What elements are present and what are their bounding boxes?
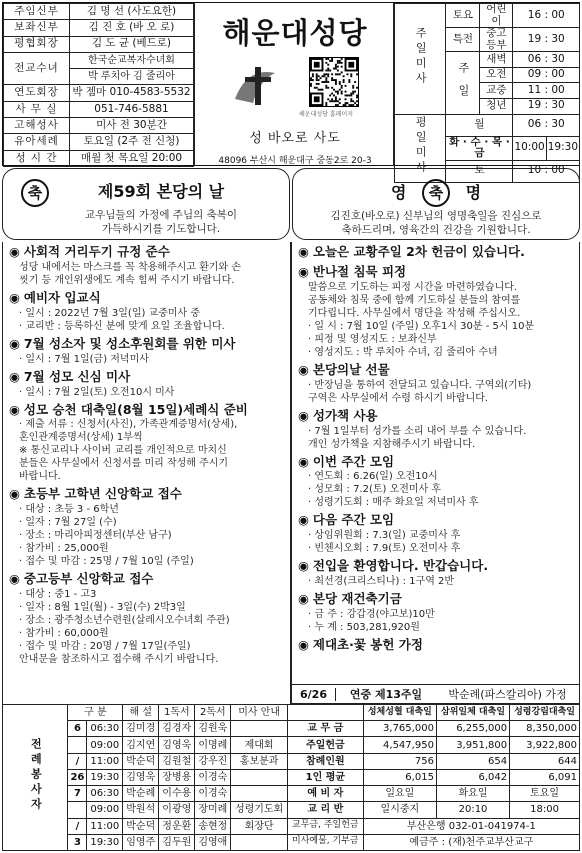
banner-text: 교우님들의 가정에 주님의 축복이	[84, 209, 237, 221]
staff-role: 성 시 간	[4, 150, 70, 166]
notice-line: · 반장님을 통하여 전달되고 있습니다. 구역외(기타)	[308, 379, 532, 391]
church-info	[194, 3, 394, 166]
mass-row-time: 09 : 00	[513, 67, 580, 83]
stats-header: 성체성혈 대축일	[363, 705, 436, 721]
notice-line: 기다립니다. 사무실에서 명단을 작성해 주십시오.	[308, 307, 521, 319]
stats-value: 6,091	[510, 769, 580, 785]
sched-cell	[231, 786, 288, 802]
sched-cell: 19:30	[87, 834, 123, 850]
notice-line: · 연도회 : 6.26(일) 오전10시	[308, 471, 438, 483]
banner-title-b: 명	[465, 183, 482, 202]
church-address: 48096 부산시 해운대구 중동2로 20-3	[218, 156, 372, 166]
notice-line: ※ 통신교리나 사이버 교리를 개인적으로 마치신	[19, 445, 227, 457]
notice-line: · 일자 : 7월 27일 (수)	[19, 517, 117, 529]
mass-times-table	[394, 3, 580, 183]
sched-cell: 성령기도회	[231, 802, 288, 818]
notice-section	[298, 558, 573, 588]
mass-row-time: 11 : 00	[513, 83, 580, 99]
notice-line: · 참가비 : 25,000원	[19, 543, 109, 555]
sched-cell: 06:30	[87, 786, 123, 802]
bank-holder: 예금주 : (재)천주교부산교구	[363, 834, 579, 850]
sched-cell: 09:00	[87, 737, 123, 753]
sunday-mass-label: 주일미사	[395, 4, 446, 115]
notice-line: · 일시 : 2022년 7월 3일(일) 교중미사 중	[19, 307, 201, 319]
mass-row-label: 토요	[446, 4, 480, 28]
sched-date: 3	[68, 834, 87, 850]
notice-heading: ◉ 다음 주간 모임	[298, 512, 573, 529]
parish-day-banner	[2, 168, 290, 240]
sched-cell: 김원욱	[195, 721, 231, 737]
staff-value: 한국순교복자수녀회	[70, 52, 194, 68]
notice-line: · 대상 : 중1 - 고3	[19, 589, 97, 601]
mass-row-type: 오전	[480, 67, 513, 83]
mass-row-type: 교중	[480, 83, 513, 99]
notice-heading: ◉ 초등부 고학년 신앙학교 접수	[9, 486, 284, 503]
sched-date: /	[68, 753, 87, 769]
weekday-time: 06 : 30	[513, 114, 580, 136]
sched-cell: 이경숙	[195, 769, 231, 785]
sched-cell: 김두원	[159, 834, 195, 850]
sched-header: 해 설	[123, 705, 159, 721]
schedule-side-label: 전례봉사자	[3, 705, 68, 851]
staff-role: 보좌신부	[4, 20, 70, 36]
church-name: 해운대성당	[222, 16, 368, 50]
notice-line: · 일 시 : 7월 10일 (주일) 오후1시 30분 - 5시 10분	[308, 320, 535, 332]
sched-cell: 김영욱	[123, 769, 159, 785]
weekday-day: 월	[446, 114, 513, 136]
notice-line: 개인 성가책을 지참해주시기 바랍니다.	[308, 438, 476, 450]
catechumen-time: 20:10	[436, 802, 509, 818]
notice-section	[9, 244, 284, 287]
stats-header	[287, 705, 363, 721]
staff-role: 연도회장	[4, 85, 70, 101]
stats-label: 교 무 금	[287, 721, 363, 737]
sched-date	[68, 802, 87, 818]
weekday-day: 화 · 수 · 목 · 금	[446, 136, 513, 160]
banner-title: 제59회 본당의 날	[97, 182, 225, 201]
notice-line: · 7월 1일부터 성가를 소리 내어 부를 수 있습니다.	[308, 425, 527, 437]
header	[2, 2, 580, 177]
notice-line: 공동체와 침묵 중에 함께 기도하실 분들의 참여를	[308, 294, 521, 306]
sched-cell: 박순례	[123, 786, 159, 802]
altar-flower-row	[291, 684, 580, 704]
catechumen-label: 교 리 반	[287, 802, 363, 818]
staff-role: 전교수녀	[4, 52, 70, 85]
notice-line: 바랍니다.	[19, 471, 61, 483]
stats-value: 654	[436, 753, 509, 769]
sched-cell: 박순덕	[123, 818, 159, 834]
notice-line: · 일시 : 7월 1일(금) 저녁미사	[19, 353, 149, 365]
stats-header: 성령강림대축일	[510, 705, 580, 721]
sched-date: 6	[68, 721, 87, 737]
stats-label: 1인 평균	[287, 769, 363, 785]
notice-line: · 피정 및 영성지도 : 보좌신부	[308, 333, 437, 345]
staff-role: 고해성사	[4, 118, 70, 134]
notice-heading: ◉ 본당 재건축기금	[298, 591, 573, 608]
sched-cell: 이경숙	[195, 786, 231, 802]
bank-label: 교무금, 주일헌금	[287, 818, 363, 834]
sched-cell: 박순덕	[123, 753, 159, 769]
notice-heading: ◉ 오늘은 교황주일 2차 헌금이 있습니다.	[298, 244, 573, 261]
right-notices	[291, 242, 580, 704]
notice-section	[9, 336, 284, 366]
sched-cell: 회장단	[231, 818, 288, 834]
mass-row-type: 새벽	[480, 52, 513, 68]
notice-line: · 성령기도회 : 매주 화요일 저녁미사 후	[308, 497, 479, 509]
notice-line: · 접수 및 마감 : 25명 / 7월 10일 (주일)	[19, 556, 194, 568]
altar-family: 박순례(파스칼리아) 가정	[448, 688, 567, 701]
sched-cell: 이명례	[195, 737, 231, 753]
notice-heading: ◉ 사회적 거리두기 규정 준수	[9, 244, 284, 261]
staff-value: 매월 첫 목요일 20:00	[70, 150, 194, 166]
banner-text: 가득하시기를 기도합니다.	[101, 223, 221, 236]
sched-cell: 06:30	[87, 721, 123, 737]
notice-section	[298, 454, 573, 510]
sched-header: 미사 안내	[231, 705, 288, 721]
staff-value: 미사 전 30분간	[70, 118, 194, 134]
mass-row-time: 19 : 30	[513, 98, 580, 114]
sched-date: 26	[68, 769, 87, 785]
mass-row-type: 청년	[480, 98, 513, 114]
notice-section	[9, 402, 284, 484]
notice-line: · 성모회 : 7.2(토) 오전미사 후	[308, 484, 442, 496]
notice-line: · 일시 : 7월 2일(토) 오전10시 미사	[19, 386, 175, 398]
stats-value: 6,255,000	[436, 721, 509, 737]
sched-cell: 김원철	[159, 753, 195, 769]
banner-title-a: 영	[390, 183, 407, 202]
notice-line: 분들은 사무실에서 신청서를 미리 작성해 주시기	[19, 458, 229, 470]
qr-caption: 해운대성당 홈페이지	[299, 111, 354, 118]
weekday-time: 10 : 00	[513, 160, 580, 182]
stats-value: 6,015	[363, 769, 436, 785]
notice-line: · 금 주 : 강갑경(야고보)10만	[308, 609, 435, 620]
sched-cell: 이광영	[159, 802, 195, 818]
banner-text: 축하드리며, 영육간의 건강을 기원합니다.	[341, 224, 531, 237]
sched-cell: 송현정	[195, 818, 231, 834]
sched-cell: 홍보분과	[231, 753, 288, 769]
sched-cell: 김경자	[159, 721, 195, 737]
patron-saint: 성 바오로 사도	[249, 131, 341, 146]
weekday-time: 19:30	[546, 136, 579, 160]
notice-heading: ◉ 성가책 사용	[298, 408, 573, 425]
mass-row-type: 중고등부	[480, 28, 513, 52]
notice-section	[298, 264, 573, 359]
notice-heading: ◉ 전입을 환영합니다. 반갑습니다.	[298, 558, 573, 575]
altar-date: 6/26	[292, 688, 336, 701]
stats-label: 참례인원	[287, 753, 363, 769]
notice-line: · 일자 : 8월 1일(월) - 3일(수) 2박3일	[19, 602, 186, 614]
notice-section	[298, 591, 573, 634]
notice-section	[298, 637, 573, 654]
catechumen-day: 일요일	[363, 786, 436, 802]
liturgy-schedule-table	[2, 704, 580, 851]
sched-cell: 정운환	[159, 818, 195, 834]
notice-heading: ◉ 7월 성소자 및 성소후원회를 위한 미사	[9, 336, 284, 353]
sched-cell: 김지연	[123, 737, 159, 753]
altar-sunday: 연중 제13주일	[349, 688, 423, 701]
sched-cell: 박원석	[123, 802, 159, 818]
stats-value: 3,951,800	[436, 737, 509, 753]
staff-value: 토요일 (2주 전 신청)	[70, 134, 194, 150]
celebration-badge-icon: 축	[21, 179, 49, 207]
notice-line: · 참가비 : 60,000원	[19, 628, 109, 640]
catechumen-time: 일시중지	[363, 802, 436, 818]
sched-header: 2독서	[195, 705, 231, 721]
sched-cell: 11:00	[87, 818, 123, 834]
sched-date: 7	[68, 786, 87, 802]
staff-value: 박 루치아 김 줄리아	[70, 69, 194, 85]
catechumen-label: 예 비 자	[287, 786, 363, 802]
sched-cell: 이수용	[159, 786, 195, 802]
sched-cell: 김영애	[195, 834, 231, 850]
stats-value: 3,922,800	[510, 737, 580, 753]
mass-row-time: 16 : 00	[513, 4, 580, 28]
sched-cell: 강우진	[195, 753, 231, 769]
notice-section	[298, 512, 573, 555]
stats-value: 644	[510, 753, 580, 769]
sched-cell: 11:00	[87, 753, 123, 769]
staff-value: 김 명 선 (사도요한)	[70, 4, 194, 20]
notice-line: 구역은 사무실에서 수령 하시기 바랍니다.	[308, 392, 489, 404]
sched-cell	[231, 769, 288, 785]
notice-line: · 누 계 : 503,281,920원	[308, 622, 420, 633]
sched-cell: 김미경	[123, 721, 159, 737]
staff-value: 김 도 균 (베드로)	[70, 36, 194, 52]
notice-heading: ◉ 제대초·꽃 봉헌 가정	[298, 637, 573, 654]
sunday-label: 주 일	[446, 52, 480, 114]
notice-line: 성당 내에서는 마스크를 꼭 착용해주시고 환기와 손	[19, 261, 241, 273]
sched-cell: 장미례	[195, 802, 231, 818]
notice-heading: ◉ 이번 주간 모임	[298, 454, 573, 471]
notice-line: · 제출 서류 : 신청서(사진), 가족관계증명서(상세),	[19, 419, 238, 431]
notice-section	[9, 571, 284, 666]
mass-row-type: 어린이	[480, 4, 513, 28]
staff-value: 051-746-5881	[70, 101, 194, 117]
sched-date: /	[68, 818, 87, 834]
stats-label: 주일헌금	[287, 737, 363, 753]
weekday-time: 10:00	[513, 136, 546, 160]
sched-header: 구 분	[68, 705, 123, 721]
notice-line: · 교리반 : 등록하신 분에 맞게 요일 조율합니다.	[19, 320, 225, 332]
sched-cell: 19:30	[87, 769, 123, 785]
catechumen-time: 18:00	[510, 802, 580, 818]
notice-section	[9, 369, 284, 399]
church-logo-icon	[229, 59, 281, 111]
left-notices	[2, 242, 291, 704]
weekday-mass-label: 평일미사	[395, 114, 446, 182]
notice-line: 혼인관계증명서(상세) 1부씩	[19, 432, 143, 444]
sched-date	[68, 737, 87, 753]
notice-heading: ◉ 성모 승천 대축일(8월 15일)세례식 준비	[9, 402, 284, 419]
staff-value: 박 젬마 010-4583-5532	[70, 85, 194, 101]
notice-heading: ◉ 7월 성모 신심 미사	[9, 369, 284, 386]
bank-label: 미사예물, 기부금	[287, 834, 363, 850]
sched-header: 1독서	[159, 705, 195, 721]
notice-line: · 접수 및 마감 : 20명 / 7월 17일(주일)	[19, 641, 191, 653]
notice-heading: ◉ 반나절 침묵 피정	[298, 264, 573, 281]
notice-line: · 대상 : 초등 3 - 6학년	[19, 504, 119, 516]
staff-role: 평협회장	[4, 36, 70, 52]
notice-section	[9, 290, 284, 333]
stats-value: 4,547,950	[363, 737, 436, 753]
notice-line: 안내문을 참조하시고 접수해 주시기 바랍니다.	[19, 654, 219, 666]
notice-line: · 상임위원회 : 7.3(일) 교중미사 후	[308, 530, 461, 542]
weekday-day: 토	[446, 160, 513, 182]
notice-heading: ◉ 예비자 입교식	[9, 290, 284, 307]
sched-cell: 임영주	[123, 834, 159, 850]
staff-role: 유아세례	[4, 134, 70, 150]
sched-cell: 장병용	[159, 769, 195, 785]
mass-row-label: 특전	[446, 28, 480, 52]
sched-cell	[231, 834, 288, 850]
stats-value: 756	[363, 753, 436, 769]
notice-heading: ◉ 본당의날 선물	[298, 362, 573, 379]
staff-table	[3, 3, 194, 167]
stats-value: 8,350,000	[510, 721, 580, 737]
notice-section	[298, 362, 573, 405]
stats-value: 6,042	[436, 769, 509, 785]
sched-cell	[231, 721, 288, 737]
notice-section	[298, 408, 573, 451]
staff-role: 주임신부	[4, 4, 70, 20]
sched-cell: 09:00	[87, 802, 123, 818]
notice-line: · 장소 : 마리아피정센터(부산 남구)	[19, 530, 172, 542]
banner-text: 김진호(바오로) 신부님의 영명축일을 진심으로	[330, 210, 542, 222]
notice-section	[9, 486, 284, 568]
mass-row-time: 06 : 30	[513, 52, 580, 68]
qr-code-icon[interactable]	[309, 57, 359, 107]
notice-line: · 영성지도 : 박 루치아 수녀, 김 줄리아 수녀	[308, 346, 498, 358]
notice-line: · 빈첸시오회 : 7.9(토) 오전미사 후	[308, 543, 461, 555]
sched-cell: 제대회	[231, 737, 288, 753]
notice-line: 씻기 등 개인위생에도 계속 힘써 주시기 바랍니다.	[19, 274, 235, 286]
staff-value: 김 진 호 (바 오 로)	[70, 20, 194, 36]
staff-role: 사 무 실	[4, 101, 70, 117]
notice-section	[298, 244, 573, 261]
sched-cell: 김영욱	[159, 737, 195, 753]
celebration-badge-icon: 축	[422, 179, 450, 207]
feast-day-banner	[292, 168, 580, 240]
catechumen-day: 토요일	[510, 786, 580, 802]
stats-value: 3,765,000	[363, 721, 436, 737]
notice-line: · 장소 : 광주청소년수련원(살레시오수녀회 주관)	[19, 615, 230, 627]
stats-header: 삼위일체 대축일	[436, 705, 509, 721]
bank-account: 부산은행 032-01-041974-1	[363, 818, 579, 834]
catechumen-day: 화요일	[436, 786, 509, 802]
mass-row-time: 19 : 30	[513, 28, 580, 52]
notice-line: 말씀으로 기도하는 피정 시간을 마련하였습니다.	[308, 281, 518, 293]
notice-heading: ◉ 중고등부 신앙학교 접수	[9, 571, 284, 588]
notice-line: · 최선경(크리스티나) : 1구역 2반	[308, 576, 455, 588]
